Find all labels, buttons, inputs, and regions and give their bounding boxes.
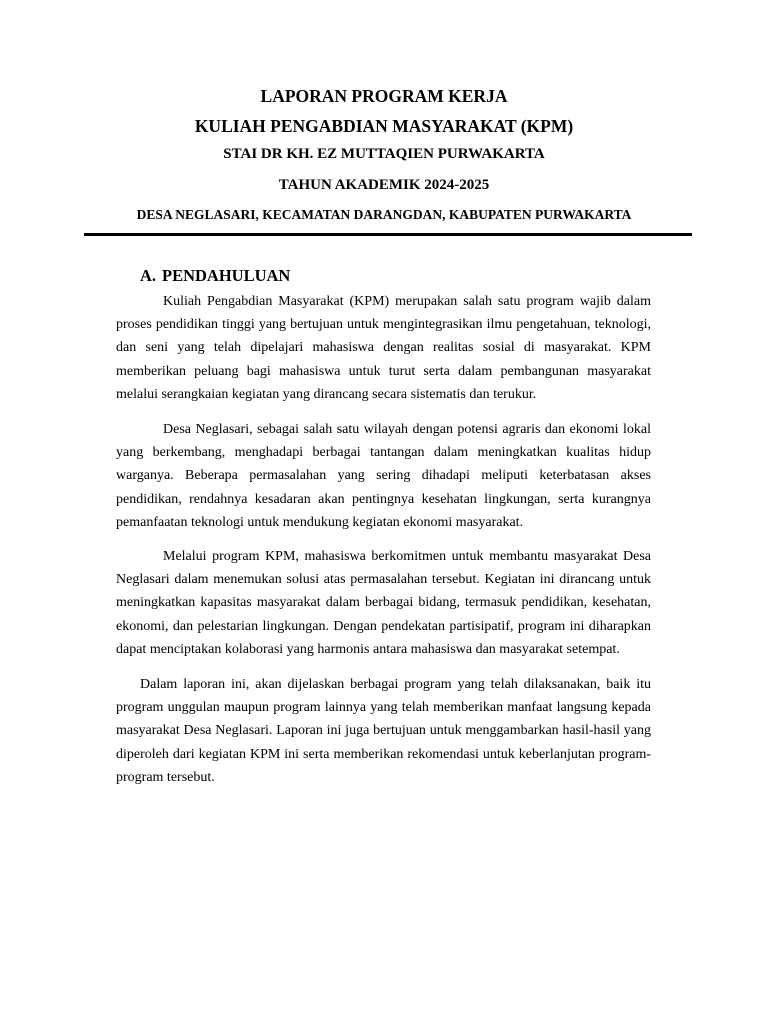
paragraph-1: Kuliah Pengabdian Masyarakat (KPM) merupakan salah satu program wajib dalam proses pendidikan tinggi yang bertujuan untuk mengintegrasikan ilmu pengetahuan, teknologi, dan seni yang telah dipelajari mahasiswa dengan realitas sosial di masyarakat. KPM memberikan peluang bagi mahasiswa untuk turut serta dalam pembangunan masyarakat melalui serangkaian kegiatan yang dirancang secara sistematis dan terukur. xyxy=(116,294,651,402)
section-heading xyxy=(140,266,290,286)
header-divider xyxy=(84,233,692,236)
paragraph-2: Desa Neglasari, sebagai salah satu wilayah dengan potensi agraris dan ekonomi lokal yang berkembang, menghadapi berbagai tantangan dalam meningkatkan kualitas hidup warganya. Beberapa permasalahan yang sering dihadapi meliputi keterbatasan akses pendidikan, rendahnya kesadaran akan pentingnya kesehatan lingkungan, serta kurangnya pemanfaatan teknologi untuk mendukung kegiatan ekonomi masyarakat. xyxy=(116,422,651,530)
section-number: A. xyxy=(140,266,157,285)
report-title: LAPORAN PROGRAM KERJA xyxy=(260,86,508,106)
paragraph-3: Melalui program KPM, mahasiswa berkomitmen untuk membantu masyarakat Desa Neglasari dalam menemukan solusi atas permasalahan tersebut. Kegiatan ini dirancang untuk meningkatkan kapasitas masyarakat dalam berbagai bidang, termasuk pendidikan, kesehatan, ekonomi, dan pelestarian lingkungan. Dengan pendekatan partisipatif, program ini diharapkan dapat menciptakan kolaborasi yang harmonis antara mahasiswa dan masyarakat setempat. xyxy=(116,549,651,657)
location: DESA NEGLASARI, KECAMATAN DARANGDAN, KABUPATEN PURWAKARTA xyxy=(136,207,632,222)
program-name: KULIAH PENGABDIAN MASYARAKAT (KPM) xyxy=(194,116,574,136)
academic-year: TAHUN AKADEMIK 2024-2025 xyxy=(278,177,490,193)
paragraph-4: Dalam laporan ini, akan dijelaskan berbagai program yang telah dilaksanakan, baik itu program unggulan maupun program lainnya yang telah memberikan manfaat langsung kepada masyarakat Desa Neglasari. Laporan ini juga bertujuan untuk menggambarkan hasil-hasil yang diperoleh dari kegiatan KPM ini serta memberikan rekomendasi untuk keberlanjutan program-program tersebut. xyxy=(116,677,651,785)
section-title: PENDAHULUAN xyxy=(162,266,291,285)
institution-name: STAI DR KH. EZ MUTTAQIEN PURWAKARTA xyxy=(223,146,545,162)
